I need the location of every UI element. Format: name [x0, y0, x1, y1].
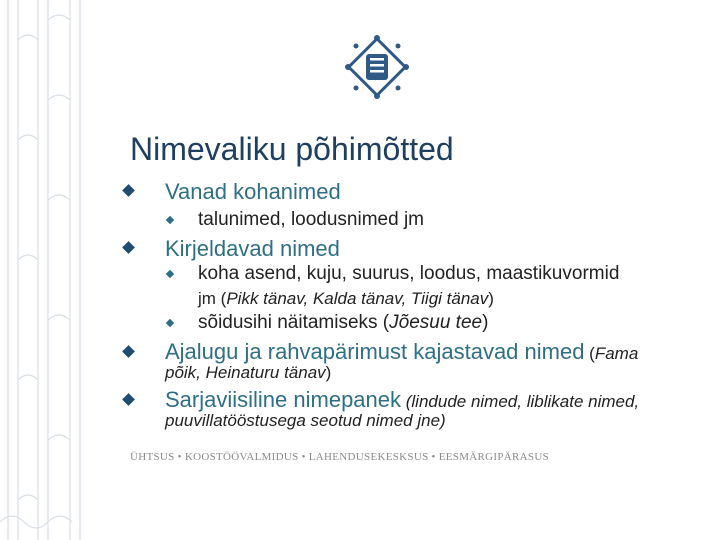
soidusihi-close: ) — [482, 312, 489, 333]
examples-open: jm ( — [198, 289, 227, 308]
bullet-ajalugu — [165, 339, 638, 365]
coat-of-arms-icon — [344, 34, 410, 100]
ajalugu-example-cont: põik, Heinaturu tänav — [165, 363, 326, 382]
ajalugu-label: Ajalugu ja rahvapärimust kajastavad nimed — [165, 339, 585, 364]
sarjaviisiline-continued: puuvillatööstusega seotud nimed jne) — [165, 411, 446, 430]
examples-italic: Pikk tänav, Kalda tänav, Tiigi tänav — [226, 289, 489, 308]
sub-bullet-talunimed: talunimed, loodusnimed jm — [198, 209, 425, 230]
ajalugu-continued — [165, 363, 331, 383]
sarjaviisiline-label: Sarjaviisiline nimepanek — [165, 387, 402, 412]
ajalugu-close: ) — [325, 363, 332, 382]
sub-bullet-koha-asend: koha asend, kuju, suurus, loodus, maastikuvormid — [198, 263, 620, 284]
ajalugu-example: Fama — [594, 344, 639, 363]
soidusihi-label: sõidusihi näitamiseks ( — [198, 312, 390, 333]
sarjaviisiline-note: (lindude nimed, liblikate nimed, — [401, 392, 640, 411]
slide-title: Nimevaliku põhimõtted — [130, 131, 454, 167]
ajalugu-open: ( — [584, 344, 595, 363]
bullet-sarjaviisiline — [165, 387, 639, 413]
bullet-vanad-kohanimed: Vanad kohanimed — [165, 179, 341, 204]
bullet-kirjeldavad-nimed: Kirjeldavad nimed — [165, 236, 340, 261]
sub-bullet-koha-asend-continued — [198, 289, 494, 309]
footer-values: ÜHTSUS • KOOSTÖÖVALMIDUS • LAHENDUSEKESKSUS • EESMÄRGIPÄRASUS — [130, 451, 549, 463]
examples-close: ) — [488, 289, 494, 308]
sub-bullet-soidusihi — [198, 312, 488, 334]
soidusihi-example: Jõesuu tee — [389, 312, 483, 333]
